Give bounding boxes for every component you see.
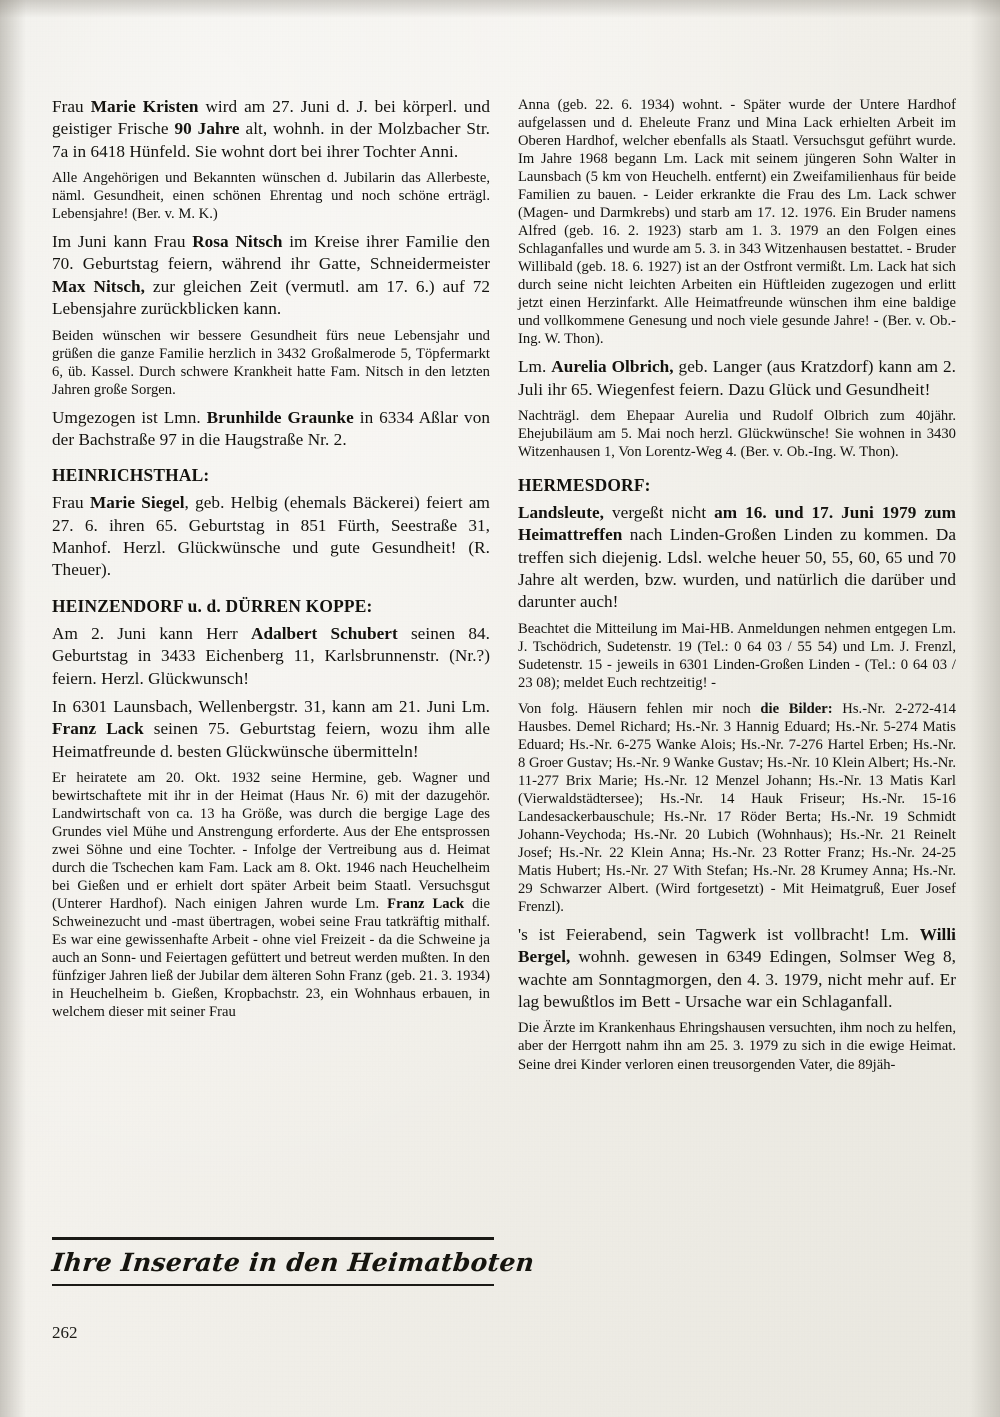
left-column — [52, 96, 490, 1082]
text-columns — [52, 96, 956, 1082]
entry-paragraph: Am 2. Juni kann Herr Adalbert Schubert seinen 84. Geburtstag in 3433 Eichenberg 11, Karlsbrunnenstr. (Nr.?) feiern. Herzl. Glückwunsch! — [52, 623, 490, 688]
entry-paragraph: Lm. Aurelia Olbrich, geb. Langer (aus Kratzdorf) kann am 2. Juli ihr 65. Wiegenfest feiern. Dazu Glück und Gesundheit! — [518, 357, 956, 399]
page-number: 262 — [52, 1323, 78, 1342]
entry-paragraph: 's ist Feierabend, sein Tagwerk ist vollbracht! Lm. Willi Bergel, wohnh. gewesen in 6349 Edingen, Solmser Weg 8, wachte am Sonntagmorgen, den 4. 3. 1979, nicht mehr auf. Er lag bewußtlos im Bett - Ursache war ein Schlaganfall. — [518, 925, 956, 1012]
page-shadow-left — [0, 0, 26, 1417]
note-paragraph: Alle Angehörigen und Bekannten wünschen d. Jubilarin das Allerbeste, näml. Gesundheit, einen schönen Ehrentag und noch schöne erträgl. Lebensjahre! (Ber. v. M. K.) — [52, 170, 490, 223]
entry-paragraph: Frau Marie Siegel, geb. Helbig (ehemals Bäckerei) feiert am 27. 6. ihren 65. Geburtstag in 851 Fürth, Seestraße 31, Manhof. Herzl. Glückwünsche und gute Gesundheit! (R. Theuer). — [52, 493, 490, 580]
entry-paragraph: Frau Marie Kristen wird am 27. Juni d. J. bei körperl. und geistiger Frische 90 Jahre alt, wohnh. in der Molzbacher Str. 7a in 6418 Hünfeld. Sie wohnt dort bei ihrer Tochter Anni. — [52, 97, 491, 161]
note-paragraph: Er heiratete am 20. Okt. 1932 seine Hermine, geb. Wagner und bewirtschaftete mit ihr in der Heimat (Haus Nr. 6) mit der dazugehör. Landwirtschaft von ca. 13 ha Größe, was durch die bergige Lage des Grundes viel Mühe und Anstrengung erforderte. Aus der Ehe entsprossen zwei Söhne und eine Tochter. - Infolge der Vertreibung aus d. Heimat durch die Tschechen kam Fam. Lack am 8. Okt. 1946 nach Heuchelheim bei Gießen und er erhielt dort später Arbeit beim Staatl. Versuchsgut (Unterer Hardhof). Nach einigen Jahren wurde Lm. Franz Lack die Schweinezucht und -mast übertragen, wobei seine Frau tatkräftig mithalf. Es war eine gewissenhafte Arbeit - ohne viel Freizeit - da die Schweine ja auch an Sonn- und Feiertagen gefüttert und betreut werden mußten. In den fünfziger Jahren ließ der Jubilar dem älteren Sohn Franz (geb. 21. 3. 1934) in Heuchelheim b. Gießen, Kropbachstr. 23, ein Wohnhaus erbauen, in welchem dieser mit seiner Frau — [52, 769, 491, 1021]
note-paragraph: Beachtet die Mitteilung im Mai-HB. Anmeldungen nehmen entgegen Lm. J. Tschödrich, Sudetenstr. 19 (Tel.: 0 64 03 / 55 54) und Lm. J. Frenzl, Sudetenstr. 15 - jeweils in 6301 Linden-Großen Linden - (Tel.: 0 64 03 / 23 08); meldet Euch rechtzeitig! - — [518, 620, 956, 691]
right-column — [518, 96, 956, 1082]
page-shadow-top — [0, 0, 1000, 18]
entry-paragraph: In 6301 Launsbach, Wellenbergstr. 31, kann am 21. Juni Lm. Franz Lack seinen 75. Geburtstag feiern, wozu ihm alle Heimatfreunde d. besten Glückwünsche übermitteln! — [52, 696, 491, 761]
entry-paragraph: Im Juni kann Frau Rosa Nitsch im Kreise ihrer Familie den 70. Geburtstag feiern, während ihr Gatte, Schneidermeister Max Nitsch, zur gleichen Zeit (vermutl. am 17. 6.) auf 72 Lebensjahre zurückblicken kann. — [52, 232, 491, 319]
entry-paragraph: Umgezogen ist Lmn. Brunhilde Graunke in 6334 Aßlar von der Bachstraße 97 in die Haugstraße Nr. 2. — [52, 407, 490, 449]
entry-paragraph: Landsleute, vergeßt nicht am 16. und 17. Juni 1979 zum Heimattreffen nach Linden-Großen Linden zu kommen. Da treffen sich diejenig. Ldsl. welche heuer 50, 55, 60, 65 und 70 Jahre alt werden, bzw. wurden, und natürlich die darüber und darunter auch! — [518, 502, 956, 612]
banner-rule-bottom — [52, 1284, 494, 1286]
note-paragraph: Anna (geb. 22. 6. 1934) wohnt. - Später wurde der Untere Hardhof aufgelassen und d. Eheleute Franz und Mina Lack erhielten Arbeit im Oberen Hardhof, welcher ebenfalls als Staatl. Versuchsgut geführt wurde. Im Jahre 1968 begann Lm. Lack mit seinem jüngeren Sohn Walter in Launsbach (5 km von Heuchelh. entfernt) ein Zweifamilienhaus für beide Familien zu bauen. - Leider erkrankte die Frau des Lm. Lack schwer (Magen- und Darmkrebs) und starb am 17. 12. 1976. Ein Bruder namens Alfred (geb. 16. 2. 1923) starb am 1. 3. 1979 an den Folgen eines Schlaganfalles und wurde am 5. 3. in 343 Witzenhausen bestattet. - Bruder Willibald (geb. 18. 6. 1927) ist an der Ostfront vermißt. Lm. Lack hat sich durch seine nicht leichten Arbeiten ein Hüftleiden zugezogen und erlitt jetzt einen Herzinfarkt. Alle Heimatfreunde wünschen ihm eine baldige und vollkommene Genesung und noch viele gesunde Jahre! - (Ber. v. Ob.-Ing. W. Thon). — [518, 97, 956, 348]
note-paragraph: Die Ärzte im Krankenhaus Ehringshausen versuchten, ihm noch zu helfen, aber der Herrgott nahm ihn am 25. 3. 1979 zu sich in die ewige Heimat. Seine drei Kinder verloren einen treusorgenden Vater, die 89jäh- — [518, 1020, 956, 1073]
section-heading: HEINZENDORF u. d. DÜRREN KOPPE: — [52, 595, 373, 616]
section-heading: HERMESDORF: — [518, 474, 651, 495]
advertisement-banner — [50, 1237, 536, 1286]
section-heading: HEINRICHSTHAL: — [52, 465, 210, 486]
advertisement-text: Ihre Inserate in den Heimatboten — [50, 1247, 536, 1277]
note-paragraph: Beiden wünschen wir bessere Gesundheit fürs neue Lebensjahr und grüßen die ganze Familie herzlich in 3432 Großalmerode 5, Töpfermarkt 6, üb. Kassel. Durch schwere Krankheit hatte Fam. Nitsch in den letzten Jahren große Sorgen. — [52, 327, 490, 398]
note-paragraph: Nachträgl. dem Ehepaar Aurelia und Rudolf Olbrich zum 40jähr. Ehejubiläum am 5. Mai noch herzl. Glückwünsche! Sie wohnen in 3430 Witzenhausen 1, Von Lorentz-Weg 4. (Ber. v. Ob.-Ing. W. Thon). — [518, 407, 956, 460]
page-shadow-right — [970, 0, 1000, 1417]
note-paragraph: Von folg. Häusern fehlen mir noch die Bilder: Hs.-Nr. 2-272-414 Hausbes. Demel Richard; Hs.-Nr. 3 Hannig Eduard; Hs.-Nr. 5-274 Matis Eduard; Hs.-Nr. 6-275 Wanke Alois; Hs.-Nr. 7-276 Hartel Erben; Hs.-Nr. 8 Groer Gustav; Hs.-Nr. 9 Wanke Gustav; Hs.-Nr. 10 Klein Albert; Hs.-Nr. 11-277 Brix Marie; Hs.-Nr. 12 Menzel Johann; Hs.-Nr. 13 Matis Karl (Vierwaldstädtersee); Hs.-Nr. 14 Hauk Friseur; Hs.-Nr. 15-16 Landesackerbauschule; Hs.-Nr. 17 Röder Berta; Hs.-Nr. 19 Schmidt Johann-Veychoda; Hs.-Nr. 20 Lubich (Wohnhaus); Hs.-Nr. 21 Reinelt Josef; Hs.-Nr. 22 Klein Anna; Hs.-Nr. 23 Rotter Franz; Hs.-Nr. 24-25 Matis Hubert; Hs.-Nr. 27 With Stefan; Hs.-Nr. 28 Krumey Anna; Hs.-Nr. 29 Schwarzer Albert. (Wird fortgesetzt) - Mit Heimatgruß, Euer Josef Frenzl). — [518, 700, 956, 916]
banner-body — [50, 1240, 536, 1284]
